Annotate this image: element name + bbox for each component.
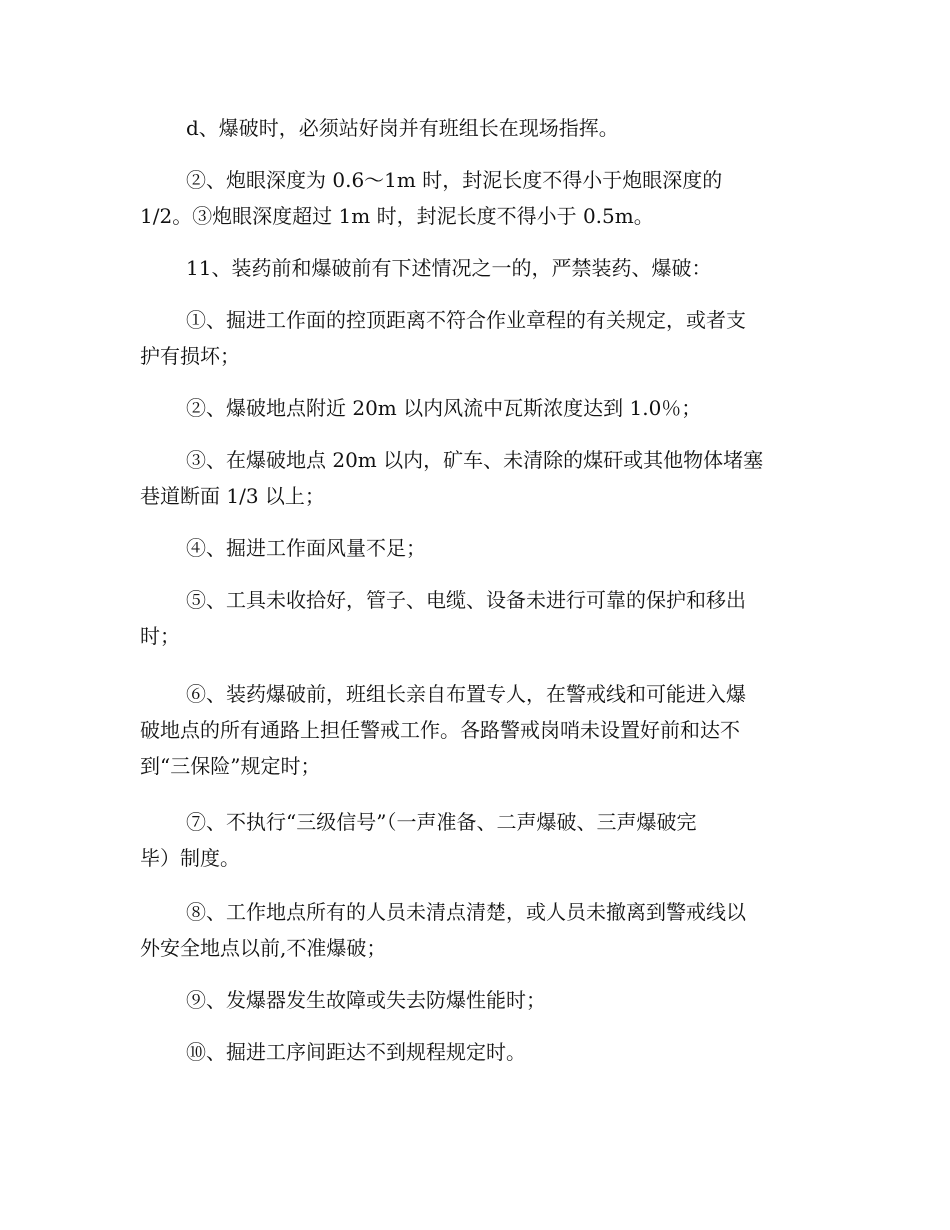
text-line: 毕）制度。 — [140, 846, 240, 870]
text-line: ⑩、掘进工序间距达不到规程规定时。 — [186, 1040, 526, 1064]
text-line: 护有损坏； — [140, 344, 240, 368]
text-line: ①、掘进工作面的控顶距离不符合作业章程的有关规定，或者支 — [186, 308, 746, 332]
paragraph-item-5 — [140, 582, 800, 654]
text-line: ④、掘进工作面风量不足； — [186, 536, 426, 560]
text-line: 破地点的所有通路上担任警戒工作。各路警戒岗哨未设置好前和达不 — [140, 718, 740, 742]
paragraph-item-3 — [140, 442, 800, 514]
text-line: ⑨、发爆器发生故障或失去防爆性能时； — [186, 988, 546, 1012]
text-line: ⑤、工具未收拾好，管子、电缆、设备未进行可靠的保护和移出 — [186, 588, 746, 612]
paragraph-item-9 — [140, 982, 800, 1018]
paragraph-item-7 — [140, 804, 800, 876]
text-line: 时； — [140, 624, 180, 648]
paragraph-item-4 — [140, 530, 800, 566]
text-line: ②、爆破地点附近 20m 以内风流中瓦斯浓度达到 1.0％； — [186, 396, 702, 420]
paragraph-item-10 — [140, 1034, 800, 1070]
paragraph-item-6 — [140, 676, 800, 784]
text-line: 1/2。③炮眼深度超过 1m 时，封泥长度不得小于 0.5m。 — [140, 204, 654, 228]
text-line: ③、在爆破地点 20m 以内，矿车、未清除的煤矸或其他物体堵塞 — [186, 448, 764, 472]
paragraph-item-11 — [140, 250, 800, 286]
paragraph-item-8 — [140, 894, 800, 966]
text-line: ②、炮眼深度为 0.6～1m 时，封泥长度不得小于炮眼深度的 — [186, 168, 723, 192]
text-line: ⑦、不执行“三级信号”（一声准备、二声爆破、三声爆破完 — [186, 810, 697, 834]
text-line: 到“三保险”规定时； — [140, 754, 321, 778]
paragraph-item-2 — [140, 162, 800, 234]
paragraph-item-2b — [140, 390, 800, 426]
text-line: ⑥、装药爆破前，班组长亲自布置专人，在警戒线和可能进入爆 — [186, 682, 746, 706]
text-line: d、爆破时，必须站好岗并有班组长在现场指挥。 — [186, 116, 619, 140]
text-line: ⑧、工作地点所有的人员未清点清楚，或人员未撤离到警戒线以 — [186, 900, 746, 924]
text-line: 外安全地点以前,不准爆破； — [140, 936, 387, 960]
paragraph-item-1 — [140, 302, 800, 374]
paragraph-item-d — [140, 110, 800, 146]
text-line: 11、装药前和爆破前有下述情况之一的，严禁装药、爆破： — [186, 256, 712, 280]
text-line: 巷道断面 1/3 以上； — [140, 484, 325, 508]
